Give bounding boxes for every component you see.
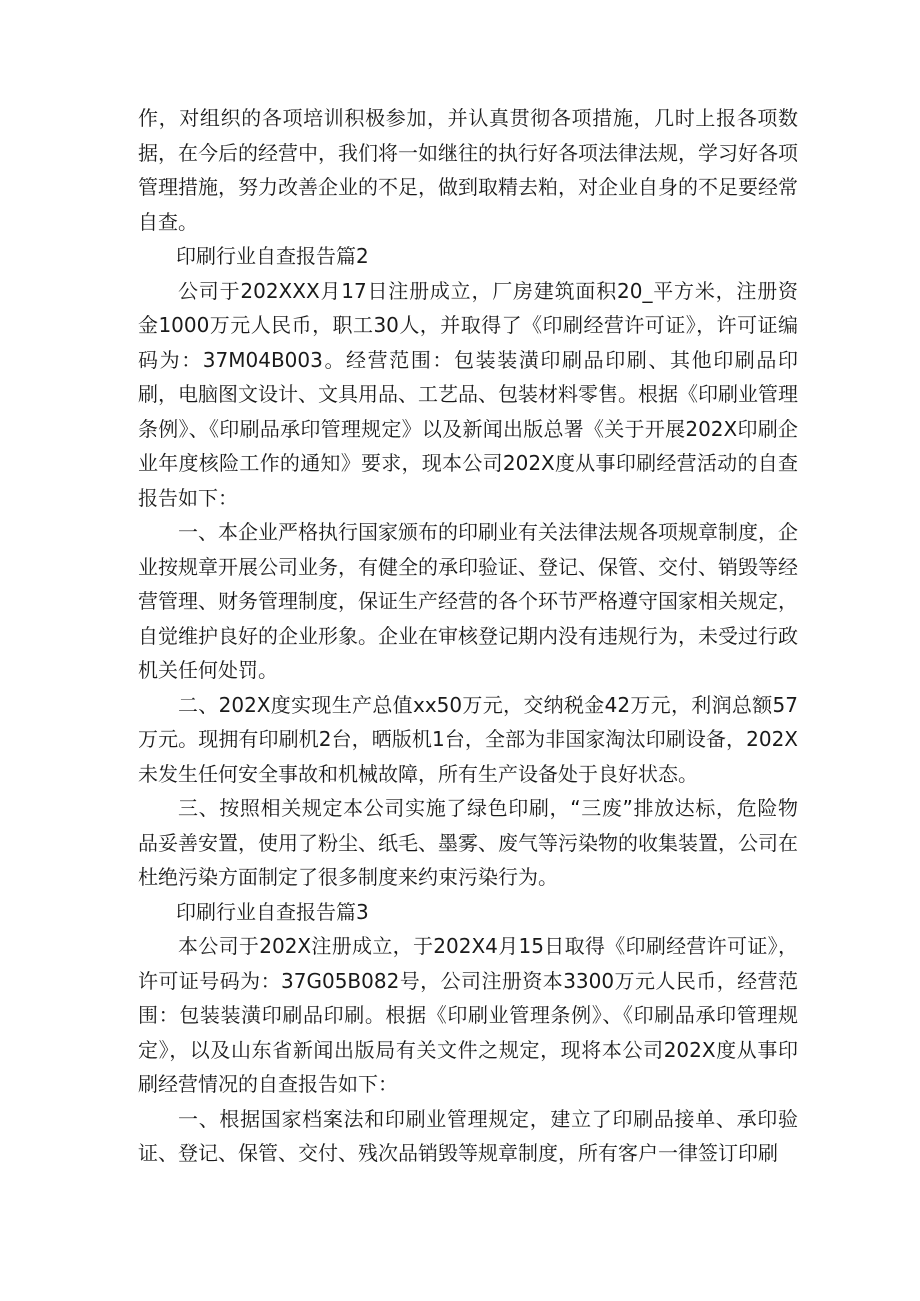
document-page [138,101,798,1171]
paragraph-company-intro-3: 本公司于202X注册成立，于202X4月15日取得《印刷经营许可证》，许可证号码为：37G05B082号，公司注册资本3300万元人民币，经营范围：包装装潢印刷品印刷。根据《印刷业管理条例》、《印刷品承印管理规定》，以及山东省新闻出版局有关文件之规定，现将本公司202X度从事印刷经营情况的自查报告如下： [138,934,798,1096]
paragraph-continuation: 作，对组织的各项培训积极参加，并认真贯彻各项措施，几时上报各项数据，在今后的经营中，我们将一如继往的执行好各项法律法规，学习好各项管理措施，努力改善企业的不足，做到取精去粕，对企业自身的不足要经常自查。 [138,106,798,234]
paragraph-item-3: 三、按照相关规定本公司实施了绿色印刷，“三废”排放达标，危险物品妥善安置，使用了粉尘、纸毛、墨雾、废气等污染物的收集装置，公司在杜绝污染方面制定了很多制度来约束污染行为。 [138,796,798,889]
section-heading-2: 印刷行业自查报告篇2 [176,244,369,268]
paragraph-company-intro: 公司于202XXX月17日注册成立，厂房建筑面积20_平方米，注册资金1000万元人民币，职工30人，并取得了《印刷经营许可证》，许可证编码为：37M04B003。经营范围：包装装潢印刷品印刷、其他印刷品印刷，电脑图文设计、文具用品、工艺品、包装材料零售。根据《印刷业管理条例》、《印刷品承印管理规定》以及新闻出版总署《关于开展202X印刷企业年度核险工作的通知》要求，现本公司202X度从事印刷经营活动的自查报告如下： [138,278,798,510]
paragraph-item-2: 二、202X度实现生产总值xx50万元，交纳税金42万元，利润总额57万元。现拥有印刷机2台，晒版机1台，全部为非国家淘汰印刷设备，202X未发生任何安全事故和机械故障，所有生产设备处于良好状态。 [138,692,798,786]
paragraph-item-1: 一、本企业严格执行国家颁布的印刷业有关法律法规各项规章制度，企业按规章开展公司业务，有健全的承印验证、登记、保管、交付、销毁等经营管理、财务管理制度，保证生产经营的各个环节严格遵守国家相关规定，自觉维护良好的企业形象。企业在审核登记期内没有违规行为，未受过行政机关任何处罚。 [138,520,798,682]
section-heading-3: 印刷行业自查报告篇3 [176,899,369,924]
paragraph-item-1-3: 一、根据国家档案法和印刷业管理规定，建立了印刷品接单、承印验证、登记、保管、交付、残次品销毁等规章制度，所有客户一律签订印刷 [138,1106,798,1165]
